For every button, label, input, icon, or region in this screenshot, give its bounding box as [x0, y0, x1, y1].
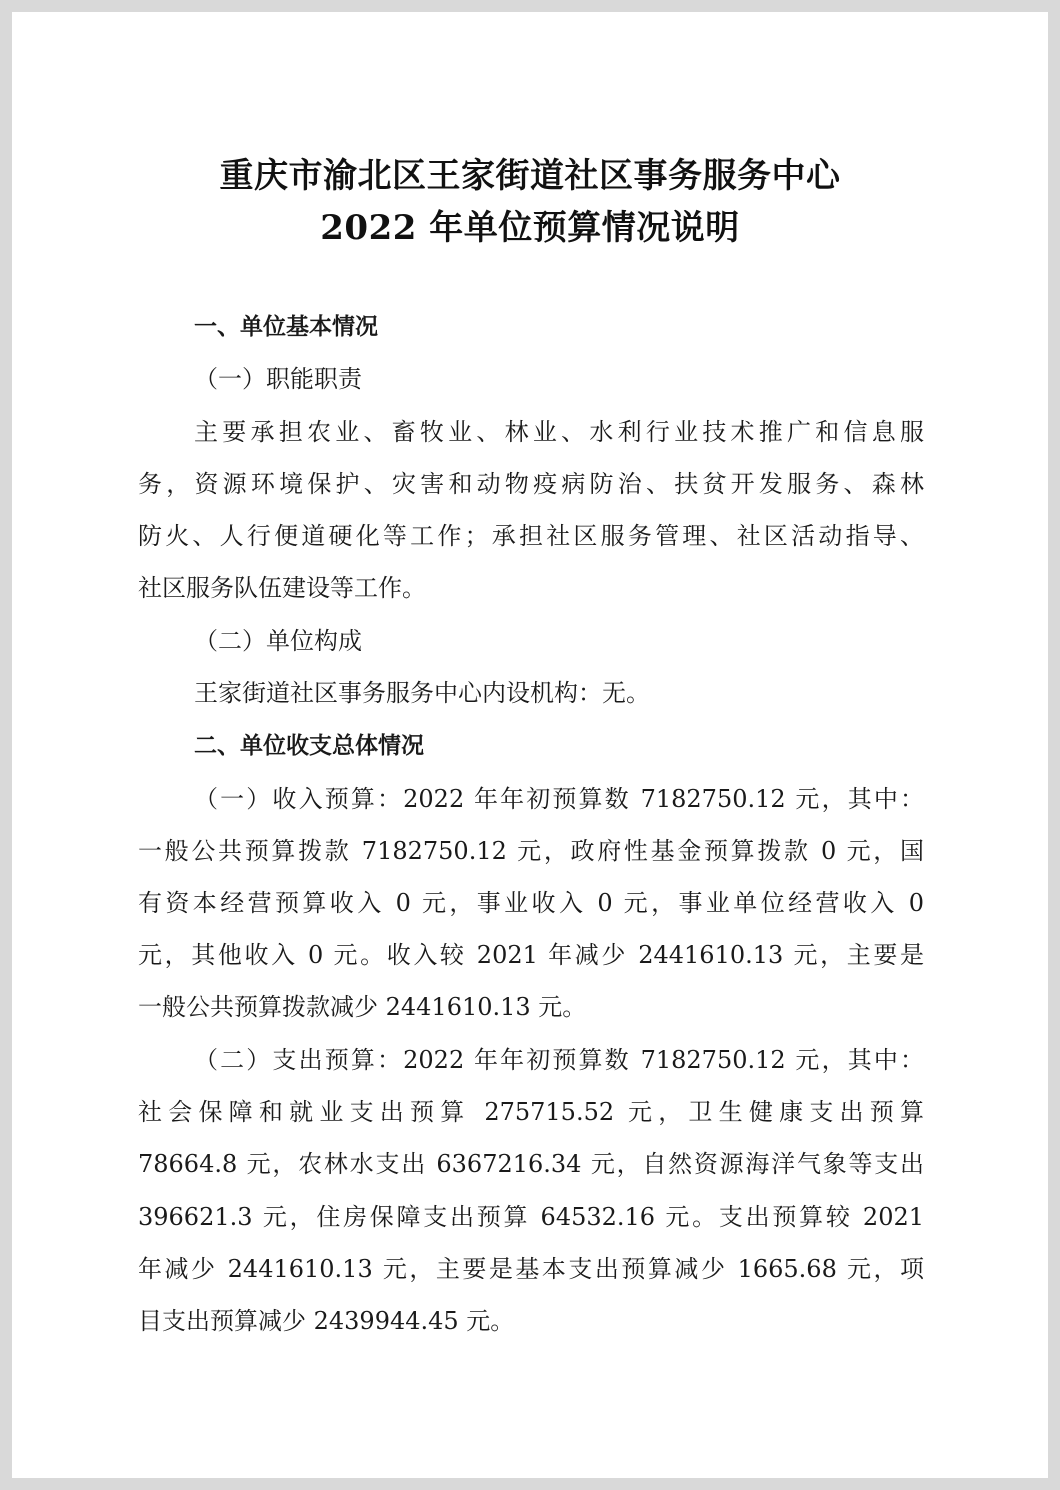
- paragraph-line: 一般公共预算拨款减少 2441610.13 元。: [138, 993, 587, 1021]
- subsection-heading: （一）职能职责: [194, 365, 362, 393]
- paragraph-line: 防火、人行便道硬化等工作；承担社区服务管理、社区活动指导、: [138, 522, 924, 550]
- paragraph-line: （一）收入预算：2022 年年初预算数 7182750.12 元，其中：: [194, 785, 924, 813]
- paragraph-line: 主要承担农业、畜牧业、林业、水利行业技术推广和信息服: [194, 418, 924, 446]
- document-page: [12, 12, 1048, 1478]
- paragraph-line: 一般公共预算拨款 7182750.12 元，政府性基金预算拨款 0 元，国: [138, 837, 924, 865]
- paragraph-line: 王家街道社区事务服务中心内设机构：无。: [194, 679, 650, 707]
- paragraph-line: 社区服务队伍建设等工作。: [138, 574, 426, 602]
- paragraph-line: 社会保障和就业支出预算 275715.52 元，卫生健康支出预算: [138, 1098, 924, 1126]
- paragraph-line: 有资本经营预算收入 0 元，事业收入 0 元，事业单位经营收入 0: [138, 889, 924, 917]
- paragraph-line: 年减少 2441610.13 元，主要是基本支出预算减少 1665.68 元，项: [138, 1255, 924, 1283]
- paragraph-line: 务，资源环境保护、灾害和动物疫病防治、扶贫开发服务、森林: [138, 470, 924, 498]
- paragraph-line: 396621.3 元，住房保障支出预算 64532.16 元。支出预算较 2021: [138, 1203, 924, 1231]
- paragraph-line: （二）支出预算：2022 年年初预算数 7182750.12 元，其中：: [194, 1046, 924, 1074]
- section-heading: 二、单位收支总体情况: [194, 733, 424, 759]
- section-heading: 一、单位基本情况: [194, 314, 378, 340]
- paragraph-line: 元，其他收入 0 元。收入较 2021 年减少 2441610.13 元，主要是: [138, 941, 924, 969]
- subsection-heading: （二）单位构成: [194, 627, 362, 655]
- document-title-line2: 2022 年单位预算情况说明: [320, 208, 740, 248]
- document-title-line1: 重庆市渝北区王家街道社区事务服务中心: [219, 156, 841, 196]
- paragraph-line: 78664.8 元，农林水支出 6367216.34 元，自然资源海洋气象等支出: [138, 1150, 924, 1178]
- paragraph-line: 目支出预算减少 2439944.45 元。: [138, 1307, 515, 1335]
